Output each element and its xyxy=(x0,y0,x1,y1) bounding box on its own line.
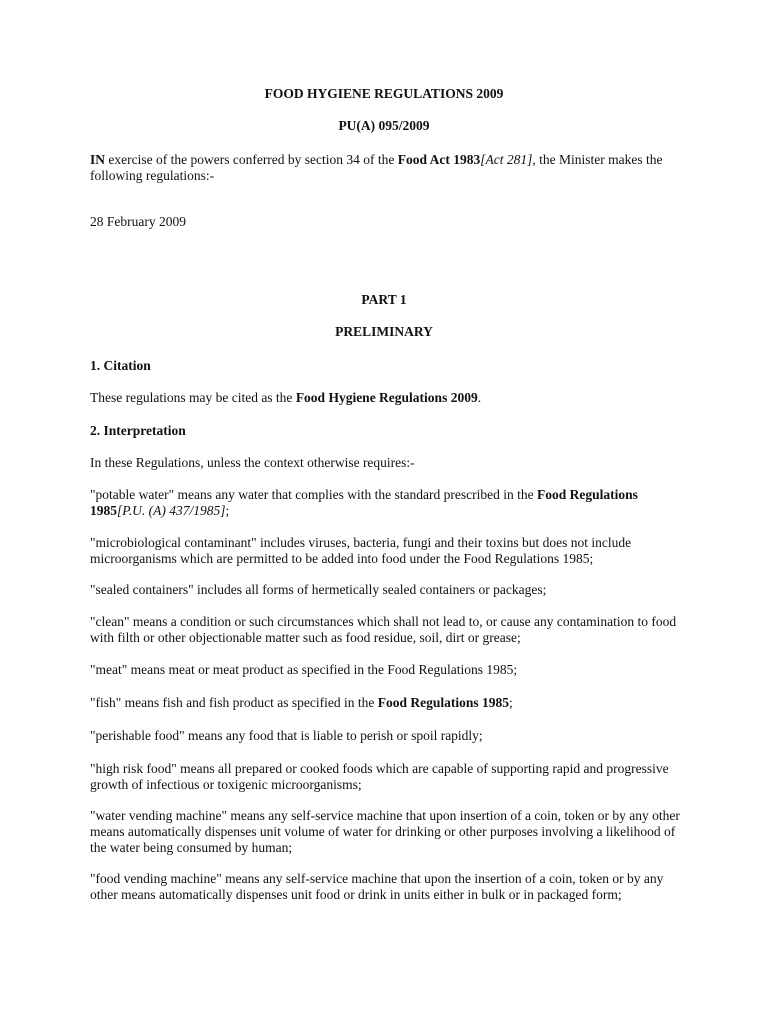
definition-potable-water: "potable water" means any water that complies with the standard prescribed in the Food Regulations 1985[P.U. (A) 437/1985]; xyxy=(90,487,638,518)
definition-sealed-containers: "sealed containers" includes all forms of hermetically sealed containers or packages; xyxy=(90,582,547,597)
definition-water-vending-machine: "water vending machine" means any self-service machine that upon insertion of a coin, token or by any other means automatically dispenses unit volume of water for drinking or other purposes involving a likelihood of the water being consumed by human; xyxy=(90,808,680,855)
enacting-clause: IN exercise of the powers conferred by section 34 of the Food Act 1983[Act 281], the Minister makes the following regulations:- xyxy=(90,152,663,183)
section-1-text: These regulations may be cited as the Food Hygiene Regulations 2009. xyxy=(90,390,482,405)
section-1-heading: 1. Citation xyxy=(90,358,151,373)
definition-perishable-food: "perishable food" means any food that is liable to perish or spoil rapidly; xyxy=(90,728,483,743)
document-reference: PU(A) 095/2009 xyxy=(338,118,430,133)
section-2-heading: 2. Interpretation xyxy=(90,423,186,438)
definition-microbiological-contaminant: "microbiological contaminant" includes viruses, bacteria, fungi and their toxins but does not include microorganisms which are permitted to be added into food under the Food Regulations 1985; xyxy=(90,535,632,566)
document-date: 28 February 2009 xyxy=(90,214,186,229)
part-title: PRELIMINARY xyxy=(335,324,433,339)
definition-fish: "fish" means fish and fish product as specified in the Food Regulations 1985; xyxy=(90,695,513,710)
definition-food-vending-machine: "food vending machine" means any self-service machine that upon the insertion of a coin, token or by any other means automatically dispenses unit food or drink in units either in bulk or in packaged form; xyxy=(90,871,664,902)
definition-high-risk-food: "high risk food" means all prepared or cooked foods which are capable of supporting rapid and progressive growth of infectious or toxigenic microorganisms; xyxy=(90,761,669,792)
definition-meat: "meat" means meat or meat product as specified in the Food Regulations 1985; xyxy=(90,662,518,677)
part-label: PART 1 xyxy=(361,292,407,307)
definition-clean: "clean" means a condition or such circumstances which shall not lead to, or cause any contamination to food with filth or other objectionable matter such as food residue, soil, dirt or grease; xyxy=(90,614,677,645)
document-title: FOOD HYGIENE REGULATIONS 2009 xyxy=(264,86,504,101)
section-2-intro: In these Regulations, unless the context otherwise requires:- xyxy=(90,455,415,470)
